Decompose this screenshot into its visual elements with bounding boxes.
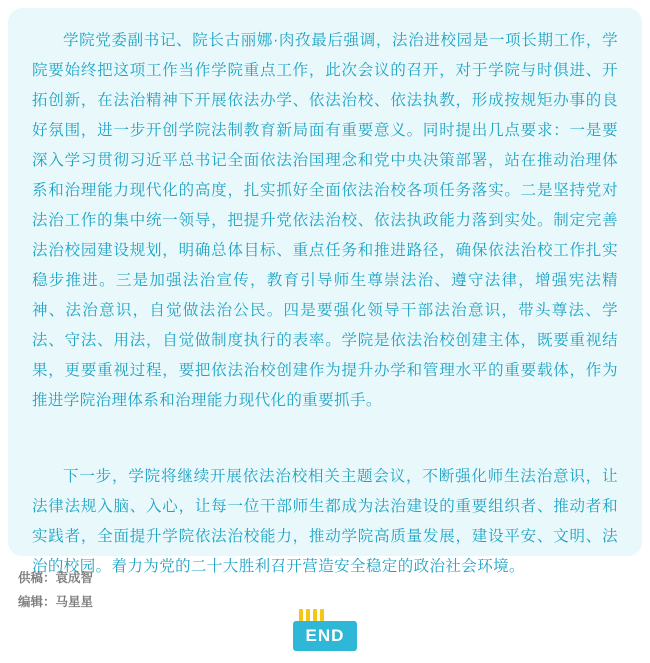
article-paragraph-2: 下一步，学院将继续开展依法治校相关主题会议，不断强化师生法治意识，让法律法规入脑、入心，让每一位干部师生都成为法治建设的重要组织者、推动者和实践者，全面提升学院依法治校能力，推动学院高质量发展，建设平安、文明、法治的校园。着力为党的二十大胜利召开营造安全稳定的政治社会环境。: [32, 468, 618, 575]
article-paragraph-1: 学院党委副书记、院长古丽娜·肉孜最后强调，法治进校园是一项长期工作，学院要始终把这项工作当作学院重点工作，此次会议的召开，对于学院与时俱进、开拓创新，在法治精神下开展依法办学、依法治校、依法执教，形成按规矩办事的良好氛围，进一步开创学院法制教育新局面有重要意义。同时提出几点要求：一是要深入学习贯彻习近平总书记全面依法治国理念和党中央决策部署，站在推动治理体系和治理能力现代化的高度，扎实抓好全面依法治校各项任务落实。二是坚持党对法治工作的集中统一领导，把提升党依法治校、依法执政能力落到实处。制定完善法治校园建设规划，明确总体目标、重点任务和推进路径，确保依法治校工作扎实稳步推进。三是加强法治宣传，教育引导师生尊崇法治、遵守法律，增强宪法精神、法治意识，自觉做法治公民。四是要强化领导干部法治意识，带头尊法、学法、守法、用法，自觉做制度执行的表率。学院是依法治校创建主体，既要重视结果，更要重视过程，要把依法治校创建作为提升办学和管理水平的重要载体，作为推进学院治理体系和治理能力现代化的重要抓手。: [32, 32, 618, 409]
footer-end-area: [0, 608, 650, 654]
end-badge: [287, 609, 363, 653]
contributor-line: [18, 566, 418, 590]
article-card: [8, 8, 642, 575]
contributor-value: 袁成智: [55, 571, 94, 585]
editor-value: 马星星: [55, 595, 94, 609]
end-label: END: [293, 621, 357, 651]
contributor-label: 供稿：: [18, 571, 56, 585]
credits-block: [18, 566, 418, 614]
editor-label: 编辑：: [18, 595, 56, 609]
